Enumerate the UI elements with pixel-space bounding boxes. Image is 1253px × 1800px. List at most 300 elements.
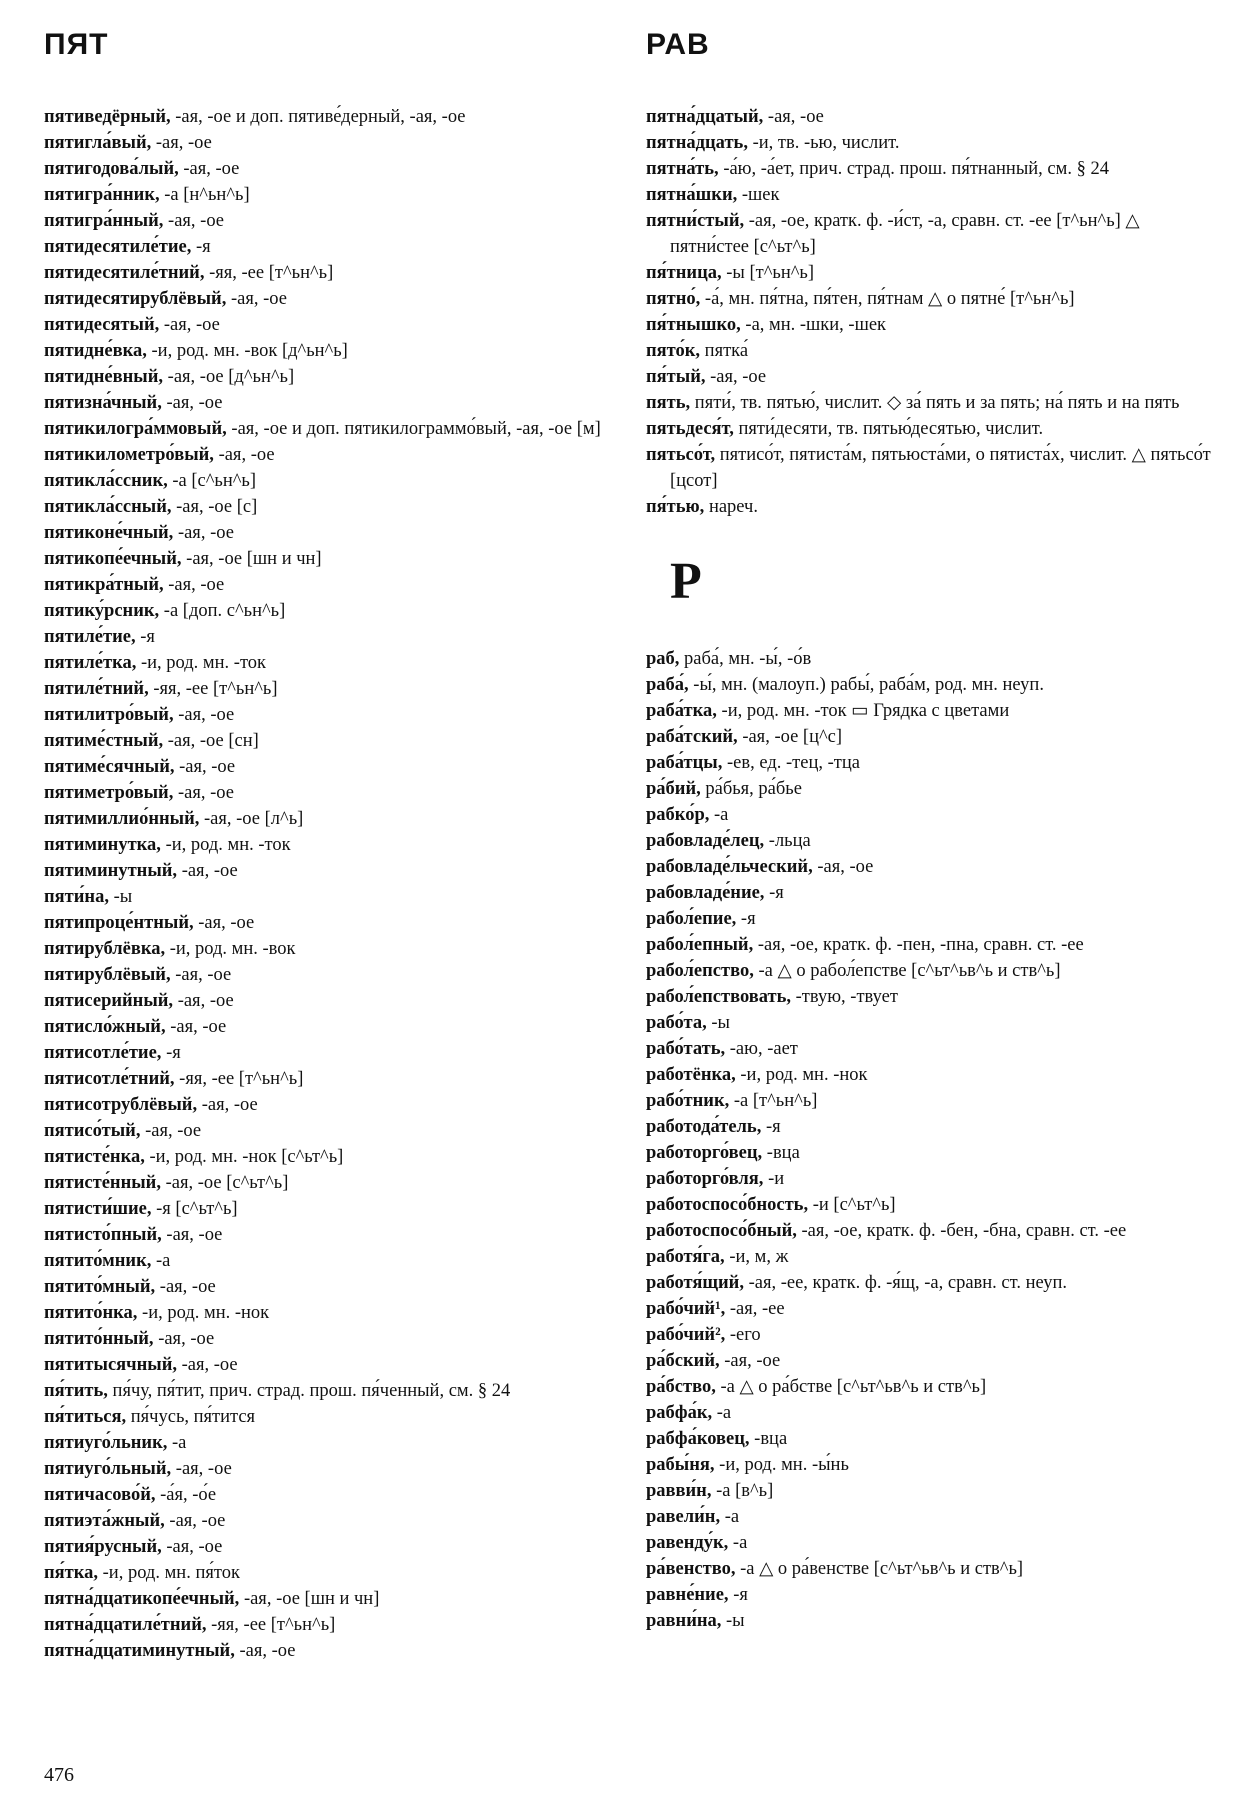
entry-body: -ая, -ое: [161, 1225, 223, 1245]
dictionary-entry: [44, 520, 614, 546]
entry-headword: пятирублёвый,: [44, 965, 171, 985]
dictionary-entry: [44, 338, 614, 364]
dictionary-entry: [646, 1218, 1220, 1244]
dictionary-entry: [646, 1062, 1220, 1088]
entry-body: -ы́, мн. (малоуп.) рабы́, раба́м, род. мн. неуп.: [688, 675, 1044, 695]
entry-headword: равви́н,: [646, 1481, 712, 1501]
entry-body: раба́, мн. -ы́, -о́в: [679, 649, 812, 669]
dictionary-entry: [44, 1274, 614, 1300]
entry-body: -ая, -ое: [197, 1095, 258, 1115]
entry-body: -ая, -ое, кратк. ф. -и́ст, -а, сравн. ст. -ее [т^ьн^ь] △ пятни́стее [с^ьт^ь]: [670, 211, 1140, 257]
dictionary-entry: [44, 1248, 614, 1274]
dictionary-entry: [646, 338, 1220, 364]
entry-body: -ая, -ое: [140, 1121, 202, 1141]
entry-headword: пятирублёвка,: [44, 939, 166, 959]
entry-headword: пятидесятый,: [44, 315, 160, 335]
entry-body: -ая, -ое, кратк. ф. -пен, -пна, сравн. ст. -ее: [753, 935, 1084, 955]
dictionary-entry: [44, 208, 614, 234]
dictionary-entry: [44, 1300, 614, 1326]
entry-headword: пя́тнышко,: [646, 315, 741, 335]
entry-headword: пятиведёрный,: [44, 107, 171, 127]
dictionary-entry: [44, 1482, 614, 1508]
entry-headword: пятиле́тний,: [44, 679, 149, 699]
entry-headword: раб,: [646, 649, 680, 669]
entry-body: -ая, -ое: [170, 965, 232, 985]
entry-headword: пятиэта́жный,: [44, 1511, 165, 1531]
entry-body: -я: [761, 1117, 781, 1137]
dictionary-entry: [44, 1066, 614, 1092]
entry-headword: рабовладе́льческий,: [646, 857, 813, 877]
entry-body: -и, тв. -ью, числит.: [747, 133, 900, 153]
entry-body: -ая, -ое: [173, 783, 234, 803]
entry-body: -ая, -ое [шн и чн]: [239, 1589, 380, 1609]
entry-headword: работорго́вля,: [646, 1169, 764, 1189]
entry-headword: пятисотрублёвый,: [44, 1095, 198, 1115]
entry-body: -а △ о ра́бстве [с^ьт^ьв^ь и ств^ь]: [715, 1377, 987, 1397]
right-column-top: [646, 104, 1220, 520]
dictionary-entry: [646, 104, 1220, 130]
running-head-left: ПЯТ: [44, 28, 109, 61]
entry-headword: пятисло́жный,: [44, 1017, 166, 1037]
entry-body: пя́чусь, пя́тится: [126, 1407, 256, 1427]
entry-body: -ая, -ое [д^ьн^ь]: [163, 367, 295, 387]
entry-body: -а́я, -о́е: [155, 1485, 217, 1505]
dictionary-entry: [44, 702, 614, 728]
entry-headword: рабовладе́ние,: [646, 883, 765, 903]
dictionary-entry: [44, 1534, 614, 1560]
entry-headword: пятикра́тный,: [44, 575, 164, 595]
entry-body: -и, род. мн. -нок: [735, 1065, 868, 1085]
entry-body: -ая, -ое и доп. пятиве́дерный, -ая, -ое: [170, 107, 466, 127]
dictionary-entry: [646, 1426, 1220, 1452]
entry-body: -ы: [706, 1013, 730, 1033]
dictionary-entry: [646, 364, 1220, 390]
dictionary-entry: [646, 156, 1220, 182]
entry-headword: рабфа́к,: [646, 1403, 713, 1423]
entry-headword: пятито́мный,: [44, 1277, 156, 1297]
entry-body: -а: [151, 1251, 171, 1271]
dictionary-entry: [646, 1088, 1220, 1114]
entry-headword: пятисто́пный,: [44, 1225, 162, 1245]
dictionary-entry: [646, 1166, 1220, 1192]
dictionary-entry: [44, 832, 614, 858]
dictionary-entry: [646, 494, 1220, 520]
dictionary-entry: [44, 468, 614, 494]
dictionary-entry: [44, 312, 614, 338]
dictionary-entry: [44, 1404, 614, 1430]
entry-headword: пя́тка,: [44, 1563, 99, 1583]
entry-body: -ая, -ое: [161, 1537, 223, 1557]
entry-body: -ая, -ое: [234, 1641, 296, 1661]
entry-body: -а: [167, 1433, 187, 1453]
entry-headword: работёнка,: [646, 1065, 736, 1085]
entry-body: -я: [728, 1585, 748, 1605]
dictionary-entry: [44, 416, 614, 442]
dictionary-entry: [646, 776, 1220, 802]
entry-body: -ы: [721, 1611, 745, 1631]
entry-body: -и, род. мн. -нок: [137, 1303, 270, 1323]
entry-body: -ая, -ое [ц^с]: [737, 727, 843, 747]
dictionary-entry: [646, 958, 1220, 984]
entry-body: -а [с^ьн^ь]: [167, 471, 257, 491]
entry-headword: пято́к,: [646, 341, 701, 361]
entry-headword: работя́га,: [646, 1247, 725, 1267]
entry-body: -ая, -ое: [151, 133, 212, 153]
entry-headword: рабо́та,: [646, 1013, 707, 1033]
entry-headword: равни́на,: [646, 1611, 722, 1631]
entry-body: -я: [191, 237, 211, 257]
dictionary-entry: [44, 1638, 614, 1664]
dictionary-entry: [44, 650, 614, 676]
dictionary-entry: [44, 1456, 614, 1482]
entry-body: -ая, -ое: [177, 1355, 238, 1375]
entry-headword: пятиметро́вый,: [44, 783, 174, 803]
entry-body: -ая, -ое: [161, 393, 223, 413]
entry-headword: пятикла́ссный,: [44, 497, 172, 517]
dictionary-entry: [646, 182, 1220, 208]
dictionary-entry: [646, 698, 1220, 724]
entry-headword: рабо́чий¹,: [646, 1299, 726, 1319]
entry-headword: раба́тский,: [646, 727, 738, 747]
entry-headword: пятику́рсник,: [44, 601, 160, 621]
dictionary-entry: [646, 1608, 1220, 1634]
entry-body: -яя, -ее [т^ьн^ь]: [174, 1069, 304, 1089]
entry-headword: пятисо́тый,: [44, 1121, 141, 1141]
dictionary-entry: [646, 442, 1220, 494]
dictionary-entry: [44, 1222, 614, 1248]
entry-headword: пятито́мник,: [44, 1251, 152, 1271]
entry-body: -я: [736, 909, 756, 929]
right-column-bottom: [646, 646, 1220, 1634]
dictionary-entry: [44, 104, 614, 130]
entry-headword: пя́титься,: [44, 1407, 127, 1427]
dictionary-entry: [44, 364, 614, 390]
dictionary-entry: [646, 1478, 1220, 1504]
entry-body: -и: [763, 1169, 785, 1189]
dictionary-entry: [44, 1508, 614, 1534]
entry-body: пятка́: [700, 341, 749, 361]
entry-body: -ая, -ое: [159, 315, 220, 335]
dictionary-entry: [44, 936, 614, 962]
entry-headword: пятигодова́лый,: [44, 159, 179, 179]
entry-headword: пятиуго́льник,: [44, 1433, 168, 1453]
left-column: [44, 104, 614, 1664]
dictionary-entry: [44, 546, 614, 572]
dictionary-entry: [44, 1170, 614, 1196]
entry-body: -вца: [762, 1143, 800, 1163]
dictionary-entry: [44, 390, 614, 416]
entry-headword: пятна́дцатиле́тний,: [44, 1615, 207, 1635]
dictionary-entry: [44, 1092, 614, 1118]
dictionary-entry: [646, 1556, 1220, 1582]
dictionary-entry: [44, 1430, 614, 1456]
entry-headword: рабфа́ковец,: [646, 1429, 750, 1449]
entry-headword: пятиконе́чный,: [44, 523, 174, 543]
entry-body: -и, род. мн. -нок [с^ьт^ь]: [144, 1147, 344, 1167]
entry-body: -и, род. мн. -вок: [165, 939, 296, 959]
entry-body: -ая, -ое, кратк. ф. -бен, -бна, сравн. ст. -ее: [796, 1221, 1127, 1241]
entry-body: -ая, -ое: [812, 857, 874, 877]
entry-headword: пятизна́чный,: [44, 393, 162, 413]
dictionary-entry: [646, 1192, 1220, 1218]
dictionary-entry: [646, 130, 1220, 156]
dictionary-entry: [44, 1196, 614, 1222]
entry-headword: работоспосо́бный,: [646, 1221, 797, 1241]
dictionary-entry: [44, 156, 614, 182]
entry-body: -ая, -ое: [164, 1511, 226, 1531]
entry-body: -шек: [737, 185, 780, 205]
entry-headword: пятиле́тка,: [44, 653, 137, 673]
dictionary-entry: [646, 984, 1220, 1010]
dictionary-entry: [646, 906, 1220, 932]
entry-body: пяти́, тв. пятью́, числит. ◇ за́ пять и за пять; на́ пять и на пять: [690, 393, 1180, 413]
entry-headword: пятипроце́нтный,: [44, 913, 194, 933]
entry-body: -его: [725, 1325, 761, 1345]
dictionary-entry: [44, 1560, 614, 1586]
entry-body: -я: [135, 627, 155, 647]
entry-body: -ая, -ое [л^ь]: [199, 809, 304, 829]
dictionary-entry: [44, 286, 614, 312]
dictionary-entry: [44, 728, 614, 754]
entry-headword: пятиминутка,: [44, 835, 161, 855]
dictionary-entry: [44, 1378, 614, 1404]
entry-headword: пятисте́нный,: [44, 1173, 161, 1193]
dictionary-entry: [44, 988, 614, 1014]
entry-headword: пятичасово́й,: [44, 1485, 156, 1505]
entry-headword: пятиуго́льный,: [44, 1459, 172, 1479]
entry-headword: пятисти́шие,: [44, 1199, 152, 1219]
dictionary-entry: [646, 1582, 1220, 1608]
entry-body: -вца: [749, 1429, 788, 1449]
entry-body: -аю, -ает: [725, 1039, 798, 1059]
entry-body: -и, род. мн. -вок [д^ьн^ь]: [146, 341, 348, 361]
entry-headword: пятна́дцатый,: [646, 107, 764, 127]
dictionary-entry: [44, 130, 614, 156]
entry-headword: пятилитро́вый,: [44, 705, 174, 725]
entry-headword: пятисерийный,: [44, 991, 174, 1011]
entry-body: -а [н^ьн^ь]: [159, 185, 250, 205]
entry-headword: ра́венство,: [646, 1559, 736, 1579]
entry-headword: пятисотле́тие,: [44, 1043, 162, 1063]
entry-headword: рабо́тать,: [646, 1039, 726, 1059]
entry-body: -ая, -ое: [174, 757, 236, 777]
entry-headword: пятьсо́т,: [646, 445, 716, 465]
dictionary-entry: [646, 1400, 1220, 1426]
entry-body: пя́чу, пя́тит, прич. страд. прош. пя́ченный, см. § 24: [107, 1381, 511, 1401]
entry-body: -а: [720, 1507, 740, 1527]
section-letter: Р: [670, 553, 702, 610]
entry-body: нареч.: [704, 497, 758, 517]
entry-body: -а́, мн. пя́тна, пя́тен, пя́тнам △ о пятне́ [т^ьн^ь]: [700, 289, 1075, 309]
entry-body: -ая, -ое: [173, 991, 234, 1011]
right-column: [646, 104, 1220, 1634]
entry-headword: пятикла́ссник,: [44, 471, 168, 491]
entry-headword: ра́бий,: [646, 779, 701, 799]
dictionary-entry: [44, 182, 614, 208]
entry-body: -ая, -ое: [171, 1459, 232, 1479]
entry-headword: пя́тый,: [646, 367, 706, 387]
entry-body: -ая, -ое: [163, 211, 225, 231]
entry-body: пяти́десяти, тв. пятью́десятью, числит.: [733, 419, 1044, 439]
dictionary-entry: [44, 806, 614, 832]
dictionary-entry: [44, 780, 614, 806]
dictionary-entry: [646, 854, 1220, 880]
entry-body: -а: [712, 1403, 732, 1423]
entry-headword: пятикопе́ечный,: [44, 549, 182, 569]
dictionary-entry: [646, 1244, 1220, 1270]
dictionary-entry: [646, 1374, 1220, 1400]
dictionary-entry: [646, 1322, 1220, 1348]
entry-body: -а △ о рабол́епстве [с^ьт^ьв^ь и ств^ь]: [753, 961, 1061, 981]
entry-headword: пяти́на,: [44, 887, 109, 907]
entry-headword: пятитысячный,: [44, 1355, 177, 1375]
entry-headword: пятимиллио́нный,: [44, 809, 200, 829]
entry-body: -ая, -ое и доп. пятикилограммо́вый, -ая, -ое [м]: [226, 419, 601, 439]
dictionary-entry: [646, 312, 1220, 338]
entry-headword: пятьдеся́т,: [646, 419, 734, 439]
entry-headword: пять,: [646, 393, 691, 413]
entry-headword: пятито́нка,: [44, 1303, 138, 1323]
dictionary-entry: [646, 1530, 1220, 1556]
entry-body: -яя, -ее [т^ьн^ь]: [206, 1615, 336, 1635]
entry-body: -а: [728, 1533, 748, 1553]
entry-body: -твую, -твует: [791, 987, 898, 1007]
entry-body: -ая, -ое [с]: [171, 497, 258, 517]
dictionary-entry: [44, 260, 614, 286]
entry-body: -ая, -ое: [193, 913, 255, 933]
entry-headword: пятна́дцать,: [646, 133, 748, 153]
dictionary-entry: [646, 932, 1220, 958]
entry-body: -ая, -ое: [178, 159, 240, 179]
entry-headword: работя́щий,: [646, 1273, 744, 1293]
entry-body: -ы [т^ьн^ь]: [721, 263, 814, 283]
entry-body: -ая, -ое: [763, 107, 824, 127]
entry-headword: пятикилометро́вый,: [44, 445, 214, 465]
dictionary-entry: [44, 1144, 614, 1170]
entry-headword: рабол́епный,: [646, 935, 754, 955]
dictionary-entry: [646, 416, 1220, 442]
entry-headword: пя́тить,: [44, 1381, 108, 1401]
entry-headword: пятиле́тие,: [44, 627, 136, 647]
entry-headword: равели́н,: [646, 1507, 721, 1527]
entry-body: -я [с^ьт^ь]: [151, 1199, 238, 1219]
entry-body: ра́бья, ра́бье: [700, 779, 802, 799]
entry-headword: пятито́нный,: [44, 1329, 154, 1349]
dictionary-entry: [44, 572, 614, 598]
running-head-right: РАВ: [646, 28, 710, 61]
entry-body: -ая, -ое [с^ьт^ь]: [160, 1173, 289, 1193]
dictionary-entry: [44, 962, 614, 988]
entry-body: -ев, ед. -тец, -тца: [722, 753, 860, 773]
dictionary-entry: [646, 208, 1220, 260]
entry-body: -ая, -ое [сн]: [163, 731, 259, 751]
entry-headword: пятна́шки,: [646, 185, 738, 205]
entry-body: -а [доп. с^ьн^ь]: [159, 601, 286, 621]
entry-body: -а [в^ь]: [711, 1481, 774, 1501]
entry-headword: рабко́р,: [646, 805, 710, 825]
dictionary-entry: [44, 598, 614, 624]
dictionary-entry: [646, 286, 1220, 312]
entry-headword: пятикилогра́ммовый,: [44, 419, 227, 439]
dictionary-entry: [44, 884, 614, 910]
dictionary-entry: [646, 1036, 1220, 1062]
entry-body: -а́ю, -а́ет, прич. страд. прош. пя́тнанный, см. § 24: [718, 159, 1109, 179]
dictionary-entry: [44, 1040, 614, 1066]
entry-body: -и [с^ьт^ь]: [808, 1195, 896, 1215]
entry-body: -льца: [764, 831, 811, 851]
entry-body: -ая, -ое: [719, 1351, 781, 1371]
dictionary-entry: [646, 1270, 1220, 1296]
dictionary-entry: [646, 724, 1220, 750]
dictionary-entry: [44, 624, 614, 650]
entry-headword: рабы́ня,: [646, 1455, 715, 1475]
entry-body: -а: [709, 805, 729, 825]
entry-body: -ая, -ое: [173, 705, 235, 725]
entry-headword: пятидне́вка,: [44, 341, 147, 361]
entry-headword: работорго́вец,: [646, 1143, 763, 1163]
dictionary-entry: [44, 1586, 614, 1612]
entry-body: -и, род. мн. -ток: [160, 835, 291, 855]
entry-body: -яя, -ее [т^ьн^ь]: [148, 679, 278, 699]
dictionary-entry: [646, 390, 1220, 416]
entry-headword: пя́тница,: [646, 263, 722, 283]
entry-body: -а △ о ра́венстве [с^ьт^ьв^ь и ств^ь]: [735, 1559, 1024, 1579]
entry-body: пятисо́т, пятиста́м, пятьюста́ми, о пятиста́х, числит. △ пятьсо́т [цсот]: [670, 445, 1211, 491]
entry-body: -ая, -ое: [165, 1017, 227, 1037]
dictionary-entry: [44, 1352, 614, 1378]
entry-headword: пятиминутный,: [44, 861, 178, 881]
entry-body: -и, род. мн. -ы́нь: [714, 1455, 849, 1475]
entry-headword: пятия́русный,: [44, 1537, 162, 1557]
entry-body: -ая, -ое: [226, 289, 287, 309]
dictionary-entry: [646, 260, 1220, 286]
dictionary-entry: [44, 494, 614, 520]
entry-headword: пятиме́стный,: [44, 731, 164, 751]
entry-body: -и, род. мн. -ток: [136, 653, 267, 673]
entry-headword: раба́тцы,: [646, 753, 723, 773]
dictionary-entry: [646, 646, 1220, 672]
dictionary-entry: [44, 910, 614, 936]
dictionary-entry: [646, 750, 1220, 776]
entry-headword: работода́тель,: [646, 1117, 762, 1137]
entry-body: -ая, -ое: [155, 1277, 216, 1297]
entry-body: -а [т^ьн^ь]: [729, 1091, 818, 1111]
entry-body: -и, род. мн. -ток ▭ Грядка с цветами: [716, 701, 1010, 721]
dictionary-entry: [646, 1114, 1220, 1140]
dictionary-entry: [646, 1296, 1220, 1322]
entry-headword: рабо́чий²,: [646, 1325, 726, 1345]
dictionary-entry: [44, 1612, 614, 1638]
entry-headword: пятни́стый,: [646, 211, 745, 231]
entry-headword: пя́тью,: [646, 497, 705, 517]
entry-headword: пятна́ть,: [646, 159, 719, 179]
entry-body: -ая, -ое: [163, 575, 225, 595]
entry-headword: пятидесятиле́тний,: [44, 263, 205, 283]
entry-body: -ы: [108, 887, 133, 907]
dictionary-entry: [646, 880, 1220, 906]
entry-headword: пятидесятирублёвый,: [44, 289, 227, 309]
entry-body: -ая, -ое: [173, 523, 234, 543]
dictionary-entry: [646, 672, 1220, 698]
dictionary-entry: [646, 1348, 1220, 1374]
entry-headword: пятна́дцатиминутный,: [44, 1641, 235, 1661]
entry-headword: работоспосо́бность,: [646, 1195, 809, 1215]
dictionary-entry: [646, 1140, 1220, 1166]
entry-headword: ра́бство,: [646, 1377, 716, 1397]
entry-headword: рабовладе́лец,: [646, 831, 765, 851]
dictionary-entry: [44, 1326, 614, 1352]
entry-headword: пятисотле́тний,: [44, 1069, 175, 1089]
